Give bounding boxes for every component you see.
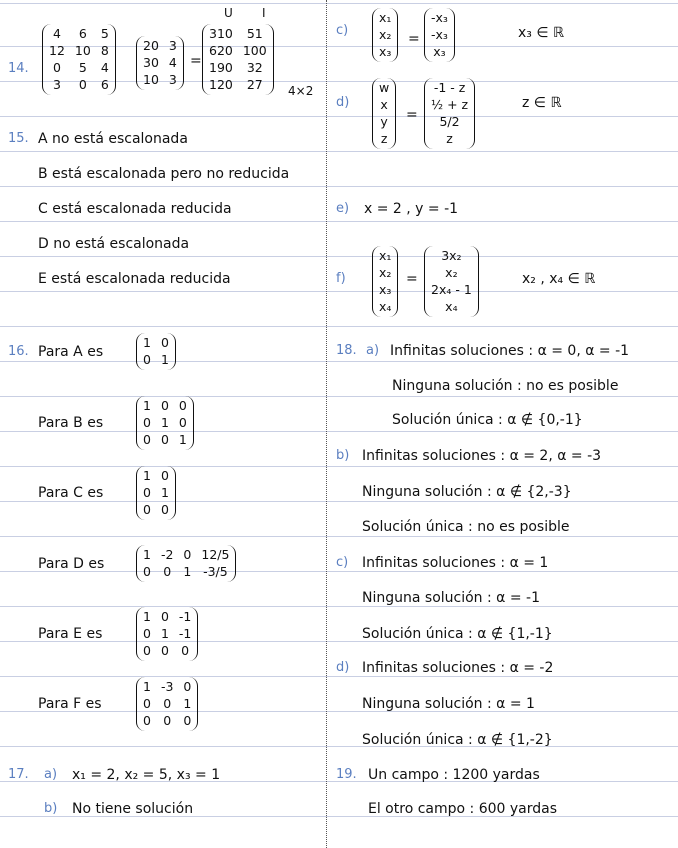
- answer-line: x₁ = 2, x₂ = 5, x₃ = 1: [72, 767, 221, 783]
- answer-line: Un campo : 1200 yardas: [368, 767, 540, 783]
- matrix-cell: 3: [168, 38, 177, 53]
- matrix-cell: 1: [143, 468, 151, 483]
- equals-sign: =: [190, 53, 202, 69]
- reduced-matrix-A: [136, 333, 176, 370]
- vector-entry: y: [380, 114, 388, 129]
- answer-line: A no está escalonada: [38, 131, 188, 147]
- vector-entry: x₃: [433, 44, 446, 59]
- matrix-cell: 1: [183, 564, 192, 579]
- matrix-cell: 51: [246, 26, 263, 41]
- matrix-cell: 4: [100, 60, 109, 75]
- matrix-cell: 1: [143, 609, 151, 624]
- matrix-label: Para F es: [38, 696, 102, 712]
- matrix-cell: 1: [160, 415, 169, 430]
- matrix-cell: 0: [163, 564, 172, 579]
- matrix-B: [136, 36, 184, 90]
- matrix-cell: 32: [246, 60, 263, 75]
- part-label: b): [336, 448, 350, 463]
- reduced-matrix-E: [136, 607, 198, 661]
- matrix-A: [42, 24, 116, 95]
- condition-text: z ∈ ℝ: [522, 95, 562, 111]
- equals-sign: =: [406, 271, 418, 287]
- vector-entry: 5/2: [439, 114, 460, 129]
- matrix-cell: 0: [160, 335, 169, 350]
- matrix-cell: -1: [178, 609, 192, 624]
- matrix-cell: 0: [143, 432, 151, 447]
- problem-number-15: 15.: [8, 131, 29, 146]
- matrix-cell: 12/5: [201, 547, 230, 562]
- answer-line: Infinitas soluciones : α = 1: [362, 555, 549, 571]
- answer-line: B está escalonada pero no reducida: [38, 166, 290, 182]
- vector-entry: x₃: [379, 282, 392, 297]
- answer-line: Infinitas soluciones : α = 2, α = -3: [362, 448, 602, 464]
- answer-line: No tiene solución: [72, 801, 194, 817]
- matrix-cell: 0: [163, 713, 172, 728]
- matrix-label: Para C es: [38, 485, 104, 501]
- part-label: e): [336, 201, 350, 216]
- matrix-cell: 0: [160, 398, 169, 413]
- answer-line: C está escalonada reducida: [38, 201, 232, 217]
- matrix-cell: 0: [143, 564, 151, 579]
- matrix-cell: 5: [100, 26, 109, 41]
- matrix-cell: 5: [78, 60, 87, 75]
- matrix-label: Para D es: [38, 556, 105, 572]
- matrix-cell: 0: [160, 609, 169, 624]
- part-label: a): [44, 767, 58, 782]
- matrix-cell: 27: [246, 77, 263, 92]
- answer-line: Solución única : α ∉ {1,-2}: [362, 732, 553, 748]
- condition-text: x₃ ∈ ℝ: [518, 25, 565, 41]
- vector-entry: 2x₄ - 1: [431, 282, 472, 297]
- matrix-cell: 0: [143, 502, 151, 517]
- matrix-label: Para B es: [38, 415, 104, 431]
- matrix-cell: 0: [143, 415, 151, 430]
- matrix-cell: 4: [52, 26, 61, 41]
- answer-line: D no está escalonada: [38, 236, 190, 252]
- problem-number-18: 18.: [336, 343, 357, 358]
- matrix-cell: 0: [163, 696, 172, 711]
- part-label: c): [336, 23, 349, 38]
- matrix-result: [202, 24, 274, 95]
- matrix-cell: 8: [100, 43, 109, 58]
- answer-line: x = 2 , y = -1: [364, 201, 459, 217]
- matrix-cell: 0: [143, 626, 151, 641]
- equals-sign: =: [408, 31, 420, 47]
- vector-entry: w: [379, 80, 390, 95]
- reduced-matrix-F: [136, 677, 198, 731]
- answer-line: Ninguna solución : α ∉ {2,-3}: [362, 484, 572, 500]
- answer-line: El otro campo : 600 yardas: [368, 801, 557, 817]
- variable-vector: [372, 246, 398, 317]
- matrix-cell: 310: [209, 26, 233, 41]
- part-label: d): [336, 95, 350, 110]
- matrix-cell: -3: [160, 679, 174, 694]
- vector-entry: 3x₂: [441, 248, 462, 263]
- matrix-cell: 0: [143, 643, 151, 658]
- part-label: a): [366, 343, 380, 358]
- header-U: U: [224, 6, 233, 20]
- matrix-cell: 12: [49, 43, 65, 58]
- matrix-cell: 1: [143, 679, 151, 694]
- matrix-cell: 6: [78, 26, 87, 41]
- vector-entry: x₂: [379, 265, 392, 280]
- matrix-cell: -3/5: [203, 564, 228, 579]
- answer-line: Solución única : no es posible: [362, 519, 570, 535]
- matrix-cell: 10: [74, 43, 91, 58]
- answer-line: Solución única : α ∉ {1,-1}: [362, 626, 553, 642]
- matrix-cell: 1: [183, 696, 192, 711]
- matrix-cell: 4: [168, 55, 177, 70]
- problem-number-17: 17.: [8, 767, 29, 782]
- reduced-matrix-B: [136, 396, 194, 450]
- matrix-cell: 1: [178, 432, 187, 447]
- answer-line: Solución única : α ∉ {0,-1}: [392, 412, 583, 428]
- matrix-cell: 0: [78, 77, 87, 92]
- matrix-cell: 0: [183, 713, 192, 728]
- matrix-cell: 0: [178, 415, 187, 430]
- matrix-cell: 0: [143, 485, 151, 500]
- reduced-matrix-D: [136, 545, 236, 582]
- matrix-label: Para E es: [38, 626, 103, 642]
- matrix-cell: 190: [209, 60, 233, 75]
- vector-entry: z: [446, 131, 453, 146]
- vector-entry: -x₃: [431, 10, 448, 25]
- vector-entry: x₂: [445, 265, 458, 280]
- matrix-cell: 30: [143, 55, 159, 70]
- equals-sign: =: [406, 107, 418, 123]
- answer-line: Ninguna solución : α = 1: [362, 696, 535, 712]
- vector-entry: z: [380, 131, 388, 146]
- matrix-cell: -1: [178, 626, 192, 641]
- vector-entry: ½ + z: [431, 97, 469, 112]
- reduced-matrix-C: [136, 466, 176, 520]
- matrix-cell: 1: [143, 398, 151, 413]
- condition-text: x₂ , x₄ ∈ ℝ: [522, 271, 596, 287]
- matrix-cell: 100: [242, 43, 267, 58]
- vector-entry: x: [380, 97, 388, 112]
- vector-entry: x₂: [379, 27, 392, 42]
- problem-number-14: 14.: [8, 61, 29, 76]
- part-label: b): [44, 801, 58, 816]
- matrix-cell: 1: [160, 485, 169, 500]
- matrix-cell: 0: [181, 643, 190, 658]
- variable-vector: [372, 78, 396, 149]
- matrix-cell: 20: [143, 38, 159, 53]
- vector-entry: x₁: [379, 248, 392, 263]
- answer-line: E está escalonada reducida: [38, 271, 231, 287]
- matrix-cell: 6: [100, 77, 109, 92]
- matrix-cell: 10: [143, 72, 159, 87]
- matrix-cell: 1: [143, 547, 151, 562]
- variable-vector: [372, 8, 398, 62]
- matrix-cell: 0: [160, 502, 169, 517]
- answer-line: Infinitas soluciones : α = 0, α = -1: [390, 343, 630, 359]
- part-label: d): [336, 660, 350, 675]
- matrix-cell: 1: [160, 626, 169, 641]
- matrix-cell: 620: [209, 43, 233, 58]
- matrix-cell: 0: [183, 547, 192, 562]
- vector-entry: -1 - z: [433, 80, 466, 95]
- answer-line: Infinitas soluciones : α = -2: [362, 660, 554, 676]
- solution-vector: [424, 78, 475, 149]
- matrix-cell: 120: [209, 77, 233, 92]
- matrix-cell: 3: [168, 72, 177, 87]
- vector-entry: x₁: [379, 10, 392, 25]
- part-label: f): [336, 271, 346, 286]
- answer-line: Ninguna solución : α = -1: [362, 590, 540, 606]
- matrix-cell: 0: [160, 468, 169, 483]
- part-label: c): [336, 555, 349, 570]
- matrix-label: Para A es: [38, 344, 104, 360]
- matrix-cell: 0: [183, 679, 192, 694]
- matrix-cell: -2: [160, 547, 174, 562]
- matrix-cell: 0: [178, 398, 187, 413]
- solution-vector: [424, 8, 455, 62]
- matrix-cell: 0: [160, 432, 169, 447]
- matrix-cell: 0: [143, 352, 151, 367]
- matrix-cell: 1: [160, 352, 169, 367]
- matrix-cell: 0: [160, 643, 169, 658]
- matrix-cell: 0: [143, 696, 151, 711]
- problem-number-16: 16.: [8, 344, 29, 359]
- dimension-note: 4×2: [288, 84, 314, 98]
- header-I: I: [262, 6, 266, 20]
- vector-entry: -x₃: [431, 27, 448, 42]
- matrix-cell: 1: [143, 335, 151, 350]
- column-divider: [326, 0, 327, 848]
- solution-vector: [424, 246, 479, 317]
- answer-line: Ninguna solución : no es posible: [392, 378, 619, 394]
- vector-entry: x₄: [379, 299, 392, 314]
- problem-number-19: 19.: [336, 767, 357, 782]
- matrix-cell: 0: [143, 713, 151, 728]
- matrix-cell: 0: [52, 60, 61, 75]
- matrix-cell: 3: [52, 77, 61, 92]
- vector-entry: x₃: [379, 44, 392, 59]
- vector-entry: x₄: [445, 299, 458, 314]
